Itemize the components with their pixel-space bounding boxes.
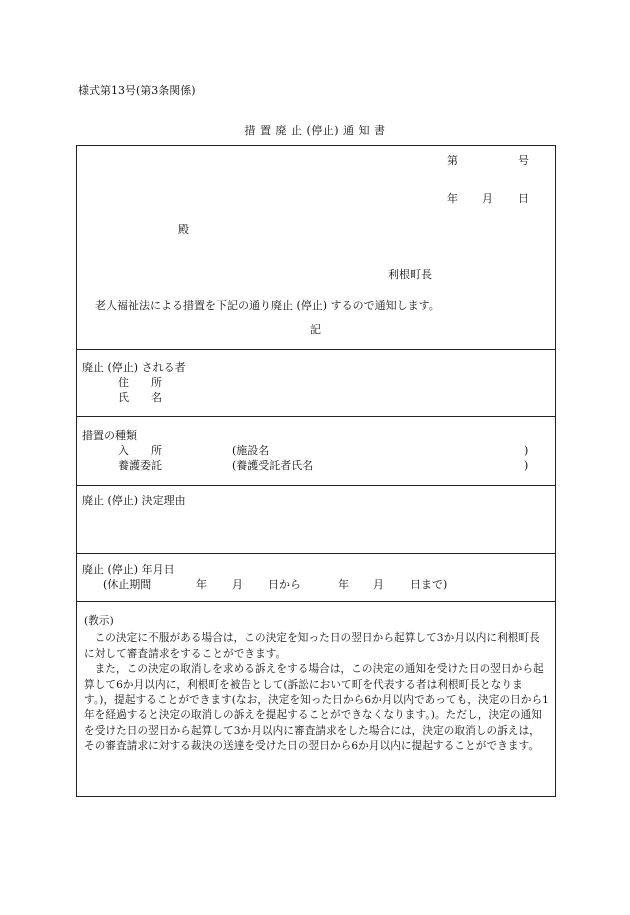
name-label: 氏 名 (118, 391, 162, 404)
addressee-suffix: 殿 (178, 223, 189, 236)
suspension-period-label: (休止期間 (103, 578, 152, 591)
number-suffix: 号 (518, 154, 529, 167)
notice-paragraph: また，この決定の取消しを求める訴えをする場合は，この決定の通知を受けた日の翌日から起算して6か月以内に，利根町を被告として(訴訟において町を代表する者は利根町長となります。)，提起することができます(なお，決定を知った日から6か月以内であっても，決定の日から1年を経過すると決定の取消しの訴えを提起することができなくなります。)。ただし，決定の通知を受けた日の翌日から起算して3か月以内に審査請求をした場合には，決定の取消しの訴えは，その審査請求に対する裁決の送達を受けた日の翌日から6か月以内に提起することができます。 (84, 663, 550, 753)
suspension-to-month: 月 (373, 578, 384, 591)
date-month: 月 (482, 192, 493, 205)
notice-heading: (教示) (84, 615, 114, 627)
reason-label: 廃止 (停止) 決定理由 (82, 494, 186, 507)
issuer: 利根町長 (388, 268, 432, 281)
section-divider (76, 601, 556, 602)
form-number: 様式第13号(第3条関係) (78, 84, 196, 97)
measure-kind: 入 所 (118, 444, 162, 457)
notice-paragraph: この決定に不服がある場合は，この決定を知った日の翌日から起算して3か月以内に利根町長に対して審査請求をすることができます。 (84, 632, 540, 660)
measure-detail-close: ) (524, 444, 529, 457)
suspension-from-year: 年 (196, 578, 207, 591)
date-day: 日 (518, 192, 529, 205)
document-title: 措 置 廃 止 (停止) 通 知 書 (244, 124, 386, 137)
suspension-from-month: 月 (232, 578, 243, 591)
section-divider (76, 349, 556, 350)
measure-kind: 養護委託 (118, 459, 162, 472)
ki-label: 記 (310, 323, 321, 336)
suspension-to-year: 年 (338, 578, 349, 591)
subject-label: 廃止 (停止) される者 (82, 361, 186, 374)
suspension-until: 日まで) (410, 578, 448, 591)
effective-date-label: 廃止 (停止) 年月日 (82, 563, 175, 576)
address-label: 住 所 (118, 376, 162, 389)
measure-detail: (養護受託者氏名 (232, 459, 314, 472)
measure-detail-close: ) (524, 459, 529, 472)
notification-statement: 老人福祉法による措置を下記の通り廃止 (停止) するので通知します。 (95, 299, 440, 312)
section-divider (76, 416, 556, 417)
suspension-from: 日から (268, 578, 301, 591)
date-year: 年 (447, 192, 458, 205)
number-prefix: 第 (447, 154, 458, 167)
section-divider (76, 553, 556, 554)
measure-detail: (施設名 (232, 444, 270, 457)
appeal-notice (84, 614, 550, 755)
section-divider (76, 485, 556, 486)
measure-label: 措置の種類 (82, 429, 137, 442)
